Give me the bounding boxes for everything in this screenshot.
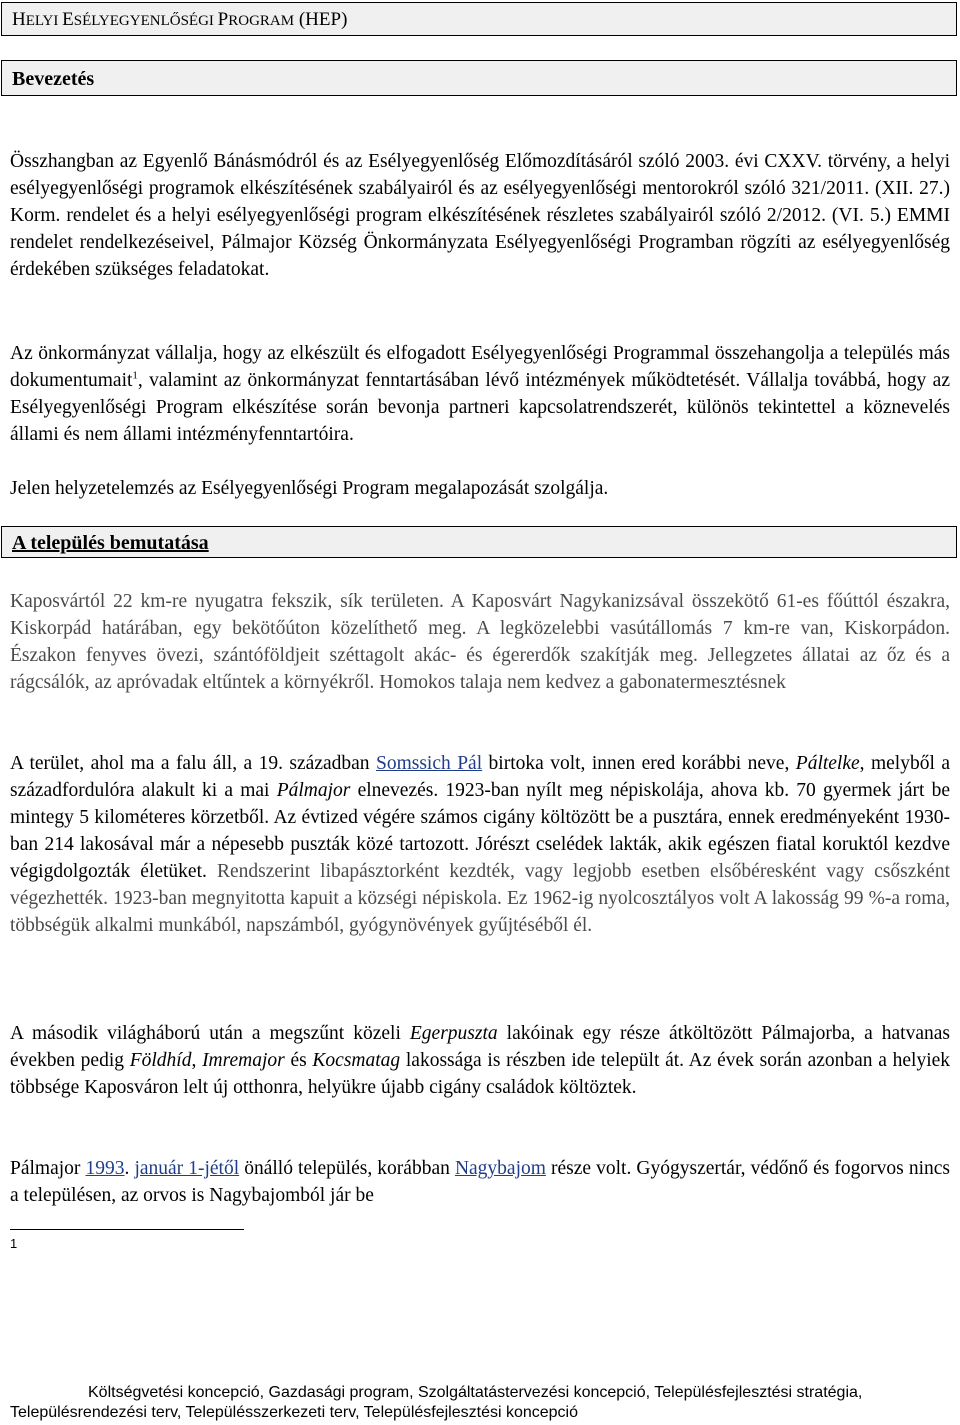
telepules-paragraph-1: Kaposvártól 22 km-re nyugatra fekszik, sík területen. A Kaposvárt Nagykanizsával összekötő 61-es főúttól északra, Kiskorpád határában, egy bekötőúton közelíthető meg. A legközelebbi vasútállomás 7 km-re van, Kiskorpádon. Északon fenyves övezi, szántóföldjeit széttagolt akác- és égererdők szakítják meg. Jellegzetes állatai az őz és a rágcsálók, az apróvadak eltűntek a környékről. Homokos talaja nem kedvez a gabonatermesztésnek [10,591,950,693]
intro-paragraph-1: Összhangban az Egyenlő Bánásmódról és az Esélyegyenlőség Előmozdításáról szóló 2003. évi CXXV. törvény, a helyi esélyegyenlőségi programok elkészítésének szabályairól és az esélyegyenlőségi mentorokról szóló 321/2011. (XII. 27.) Korm. rendelet és a helyi esélyegyenlőségi program elkészítésének részletes szabályairól szóló 2/2012. (VI. 5.) EMMI rendelet rendelkezéseivel, Pálmajor Község Önkormányzata Esélyegyenlőségi Programban rögzíti az esélyegyenlőség érdekében szükséges feladatokat. [10,151,950,280]
footnote-line-2: Településrendezési terv, Településszerkezeti terv, Településfejlesztési koncepció [10,1404,579,1421]
section-heading-telepules: A település bemutatása [1,526,957,558]
telepules-paragraph-3: A második világháború után a megszűnt közeli Egerpuszta lakóinak egy része átköltözött Pálmajorba, a hatvanas években pedig Földhíd, Imremajor és Kocsmatag lakossága is részben ide települt át. Az évek során azonban a helyiek többsége Kaposváron lelt új otthonra, helyükre újabb cigány családok költöztek. [10,1023,951,1098]
section-heading-intro: Bevezetés [1,60,957,96]
footnote-ref[interactable]: 1 [132,369,138,382]
intro-paragraph-2: Az önkormányzat vállalja, hogy az elkészült és elfogadott Esélyegyenlőségi Programmal összehangolja a település más dokumentumait$^1$, valamint az önkormányzat fenntartásában lévő intézmények működtetését. Vállalja továbbá, hogy az Esélyegyenlőségi Program elkészítése során bevonja partneri kapcsolatrendszerét, különös tekintettel a köznevelés állami és nem állami intézményfenntartóira. [10,343,950,445]
link-somssich-pal[interactable]: Somssich Pál [375,753,483,774]
footnote-line-1: Költségvetési koncepció, Gazdasági program, Szolgáltatástervezési koncepció, Településfejlesztési stratégia, [88,1384,863,1401]
document-title: HELYI ESÉLYEGYENLŐSÉGI PROGRAM (HEP) [1,2,957,36]
footnote-text [0,1383,960,1423]
footnote-separator [10,1229,244,1230]
footnote-number: 1 [10,1236,18,1251]
link-1993[interactable]: 1993 [85,1158,125,1179]
link-nagybajom[interactable]: Nagybajom [454,1158,546,1179]
link-januar-1[interactable]: január 1-jétől [134,1158,240,1179]
telepules-paragraph-2: A terület, ahol ma a falu áll, a 19. században Somssich Pál birtoka volt, innen ered korábbi neve, Páltelke, melyből a századfordulóra alakult ki a mai Pálmajor elnevezés. 1923-ban nyílt meg népiskolája, ahova kb. 70 gyermek járt be mintegy 5 kilométeres körzetből. Az évtized végére számos cigány költözött be a pusztára, ennek eredményeként 1930-ban 214 lakosával már a népesebb puszták közé tartozott. Jórészt cselédek lakták, akik egészen fiatal koruktól kezdve végigdolgozták életüket. Rendszerint libapásztorként kezdték, vagy legjobb esetben elsőbéresként vagy csőszként végezhették. 1923-ban megnyitotta kapuit a községi népiskola. Ez 1962-ig nyolcosztályos volt A lakosság 99 %-a roma, többségük alkalmi munkából, napszámból, gyógynövények gyűjtéséből él. [10,753,951,936]
telepules-paragraph-4: Pálmajor 1993. január 1-jétől önálló település, korábban Nagybajom része volt. Gyógyszertár, védőnő és fogorvos nincs a településen, az orvos is Nagybajomból jár be [10,1158,950,1206]
intro-paragraph-3: Jelen helyzetelemzés az Esélyegyenlőségi Program megalapozását szolgálja. [10,478,609,499]
